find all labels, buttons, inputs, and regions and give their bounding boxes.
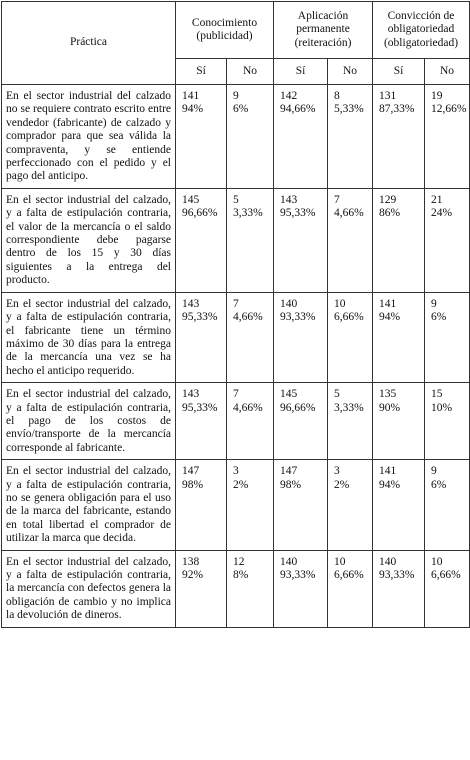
value-cell xyxy=(176,460,227,550)
value-cell xyxy=(176,188,227,292)
count-value: 140 xyxy=(280,297,298,310)
table-row xyxy=(2,188,470,292)
value-cell xyxy=(176,383,227,460)
count-value: 7 xyxy=(233,297,239,310)
value-cell xyxy=(274,383,328,460)
count-value: 140 xyxy=(379,555,397,568)
percent-value: 96,66% xyxy=(280,401,316,414)
count-value: 12 xyxy=(233,555,245,568)
percent-value: 87,33% xyxy=(379,103,415,116)
percent-value: 93,33% xyxy=(280,311,316,324)
table-row xyxy=(2,85,470,189)
count-value: 7 xyxy=(334,193,340,206)
count-value: 143 xyxy=(280,193,298,206)
header-si: Sí xyxy=(274,59,328,85)
percent-value: 86% xyxy=(379,207,401,220)
percent-value: 6,66% xyxy=(334,569,364,581)
practice-text: En el sector industrial del calzado, y a falta de estipulación contraria, el fabricante tiene un término máximo de 30 días para la entrega de la mercancía una vez se ha hecho el anticipo requerido. xyxy=(2,292,176,382)
count-value: 147 xyxy=(280,465,298,478)
count-value: 129 xyxy=(379,193,397,206)
count-value: 19 xyxy=(431,90,443,102)
table-body xyxy=(2,85,470,628)
count-value: 131 xyxy=(379,90,397,102)
table-row xyxy=(2,292,470,382)
value-cell xyxy=(227,383,274,460)
count-value: 141 xyxy=(379,297,397,310)
header-si: Sí xyxy=(373,59,425,85)
value-cell xyxy=(176,550,227,627)
percent-value: 98% xyxy=(280,478,302,491)
value-cell xyxy=(328,550,373,627)
practice-text: En el sector industrial del calzado, y a falta de estipulación contraria, el valor de la mercancía o el saldo correspondiente debe pagarse dentro de los 15 y 30 días siguientes a la entrega del producto. xyxy=(2,188,176,292)
count-value: 143 xyxy=(182,297,200,310)
practices-table xyxy=(1,1,470,628)
value-cell xyxy=(227,85,274,189)
header-conocimiento: Conocimiento (publicidad) xyxy=(176,2,274,59)
header-aplicacion: Aplicación permanente (reiteración) xyxy=(274,2,373,59)
value-cell xyxy=(425,383,470,460)
table-row xyxy=(2,460,470,550)
header-conviccion: Convicción de obligatoriedad (obligatoriedad) xyxy=(373,2,470,59)
count-value: 10 xyxy=(431,555,443,568)
value-cell xyxy=(425,460,470,550)
practice-text: En el sector industrial del calzado, y a falta de estipulación contraria, no se genera obligación para el uso de la marca del fabricante, estando en total libertad el comprador de utilizar la marca que decida. xyxy=(2,460,176,550)
value-cell xyxy=(274,550,328,627)
value-cell xyxy=(425,550,470,627)
percent-value: 2% xyxy=(233,478,249,491)
percent-value: 90% xyxy=(379,401,401,414)
table-row xyxy=(2,550,470,627)
percent-value: 4,66% xyxy=(233,401,263,414)
count-value: 10 xyxy=(334,297,346,310)
value-cell xyxy=(274,292,328,382)
count-value: 10 xyxy=(334,555,346,568)
count-value: 5 xyxy=(233,193,239,206)
percent-value: 95,33% xyxy=(280,207,316,220)
count-value: 21 xyxy=(431,193,443,206)
header-no: No xyxy=(425,59,470,85)
percent-value: 94% xyxy=(379,478,401,491)
percent-value: 4,66% xyxy=(334,207,364,220)
value-cell xyxy=(227,550,274,627)
percent-value: 95,33% xyxy=(182,401,218,414)
percent-value: 6% xyxy=(431,311,447,324)
percent-value: 10% xyxy=(431,401,453,414)
percent-value: 3,33% xyxy=(233,207,263,220)
table-row xyxy=(2,383,470,460)
value-cell xyxy=(328,85,373,189)
percent-value: 94% xyxy=(182,103,204,116)
header-practica: Práctica xyxy=(2,2,176,85)
percent-value: 96,66% xyxy=(182,207,218,220)
count-value: 7 xyxy=(233,388,239,401)
value-cell xyxy=(227,460,274,550)
count-value: 145 xyxy=(280,388,298,401)
value-cell xyxy=(373,460,425,550)
value-cell xyxy=(425,188,470,292)
count-value: 145 xyxy=(182,193,200,206)
count-value: 147 xyxy=(182,465,200,478)
count-value: 15 xyxy=(431,388,443,401)
count-value: 135 xyxy=(379,388,397,401)
percent-value: 6% xyxy=(431,478,447,491)
value-cell xyxy=(328,188,373,292)
value-cell xyxy=(373,85,425,189)
count-value: 9 xyxy=(431,297,437,310)
percent-value: 95,33% xyxy=(182,311,218,324)
value-cell xyxy=(227,292,274,382)
percent-value: 94% xyxy=(379,311,401,324)
header-si: Sí xyxy=(176,59,227,85)
value-cell xyxy=(274,188,328,292)
count-value: 140 xyxy=(280,555,298,568)
header-no: No xyxy=(328,59,373,85)
count-value: 3 xyxy=(233,465,239,478)
percent-value: 92% xyxy=(182,569,204,581)
count-value: 142 xyxy=(280,90,298,102)
count-value: 9 xyxy=(233,90,239,102)
header-no: No xyxy=(227,59,274,85)
percent-value: 94,66% xyxy=(280,103,316,116)
percent-value: 6% xyxy=(233,103,249,116)
percent-value: 6,66% xyxy=(431,569,461,581)
practice-text: En el sector industrial del calzado no se requiere contrato escrito entre vendedor (fabricante) de calzado y comprador para que sea válida la compraventa, y se entiende perfeccionado con el pedido y el pago del anticipo. xyxy=(2,85,176,189)
percent-value: 2% xyxy=(334,478,350,491)
count-value: 9 xyxy=(431,465,437,478)
count-value: 3 xyxy=(334,465,340,478)
percent-value: 5,33% xyxy=(334,103,364,116)
count-value: 138 xyxy=(182,555,200,568)
percent-value: 8% xyxy=(233,569,249,581)
value-cell xyxy=(176,292,227,382)
percent-value: 12,66% xyxy=(431,103,467,116)
count-value: 5 xyxy=(334,388,340,401)
percent-value: 4,66% xyxy=(233,311,263,324)
count-value: 143 xyxy=(182,388,200,401)
percent-value: 6,66% xyxy=(334,311,364,324)
value-cell xyxy=(425,85,470,189)
percent-value: 98% xyxy=(182,478,204,491)
count-value: 8 xyxy=(334,90,340,102)
value-cell xyxy=(373,292,425,382)
practice-text: En el sector industrial del calzado, y a falta de estipulación contraria, el pago de los costos de envío/transporte de la mercancía corresponde al fabricante. xyxy=(2,383,176,460)
value-cell xyxy=(328,292,373,382)
percent-value: 3,33% xyxy=(334,401,364,414)
value-cell xyxy=(373,383,425,460)
value-cell xyxy=(328,383,373,460)
value-cell xyxy=(176,85,227,189)
value-cell xyxy=(425,292,470,382)
value-cell xyxy=(373,550,425,627)
value-cell xyxy=(328,460,373,550)
percent-value: 93,33% xyxy=(280,569,316,581)
count-value: 141 xyxy=(182,90,200,102)
value-cell xyxy=(274,460,328,550)
percent-value: 24% xyxy=(431,207,453,220)
practice-text: En el sector industrial del calzado, y a falta de estipulación contraria, la mercancía con defectos genera la obligación de cambio y no implica la devolución de dineros. xyxy=(2,550,176,627)
value-cell xyxy=(274,85,328,189)
value-cell xyxy=(373,188,425,292)
percent-value: 93,33% xyxy=(379,569,415,581)
count-value: 141 xyxy=(379,465,397,478)
value-cell xyxy=(227,188,274,292)
